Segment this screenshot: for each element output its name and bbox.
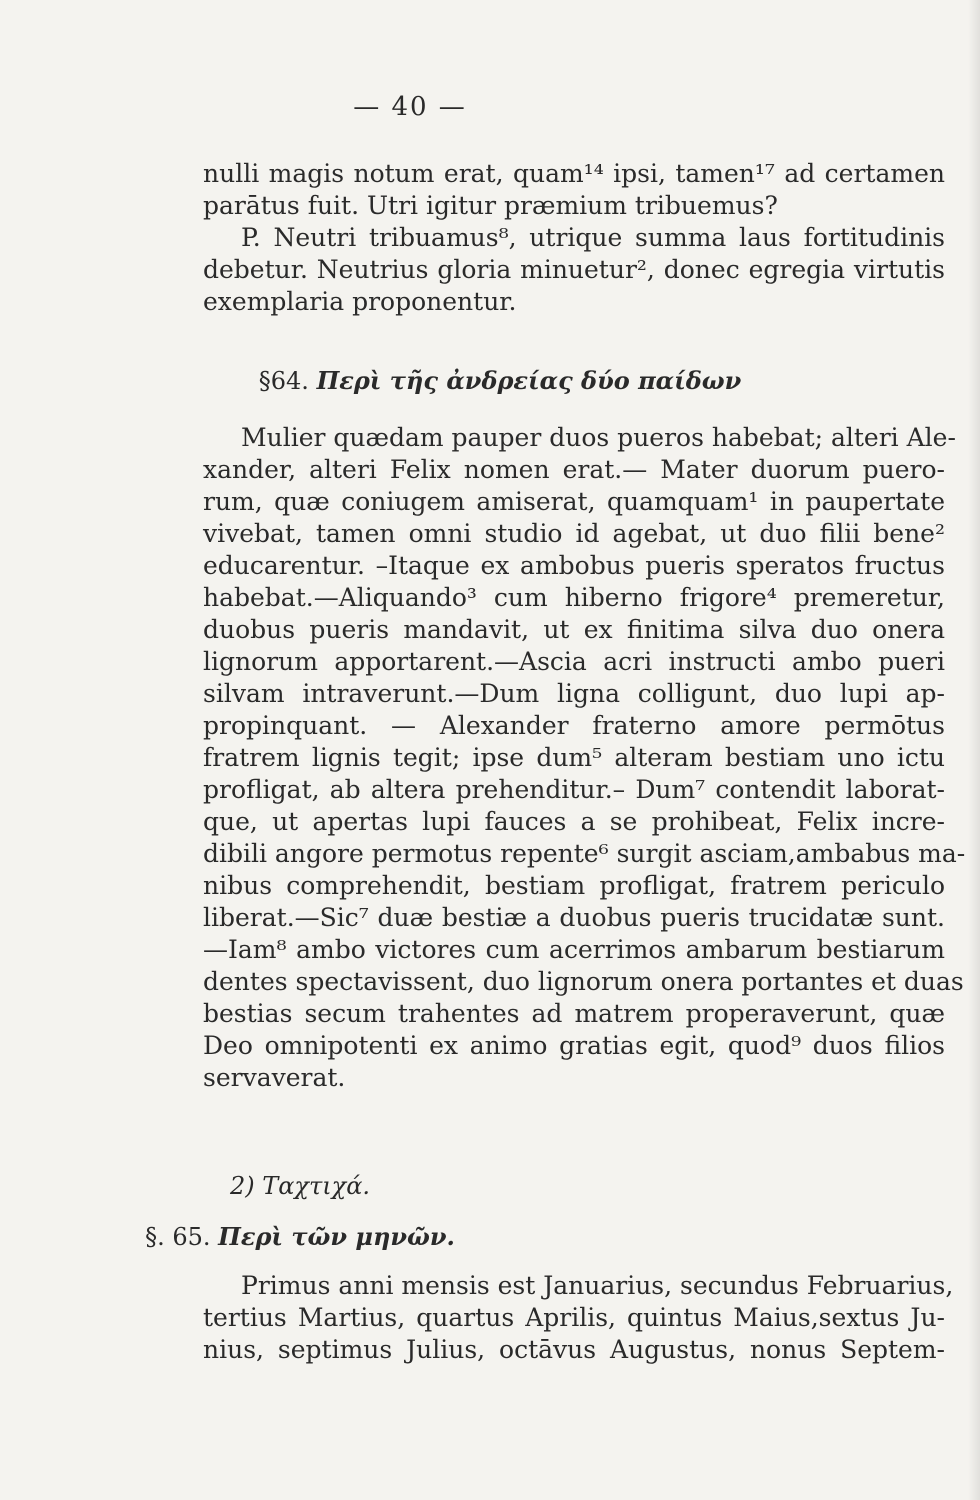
text-line: Primus anni mensis est Januarius, secundus Februarius,	[241, 1271, 954, 1300]
text-line: liberat.—Sic⁷ duæ bestiæ a duobus pueris trucidatæ sunt.	[203, 903, 945, 932]
section-greek-title: Περὶ τῶν μηνῶν.	[218, 1222, 455, 1251]
text-line: Mulier quædam pauper duos pueros habebat; alteri Ale-	[241, 423, 956, 452]
page-number: — 40 —	[353, 92, 467, 122]
section-number: §. 65.	[145, 1223, 211, 1251]
text-line: silvam intraverunt.—Dum ligna colligunt, duo lupi ap-	[203, 679, 945, 708]
text-line: exemplaria proponentur.	[203, 287, 517, 316]
text-line: duobus pueris mandavit, ut ex finitima silva duo onera	[203, 615, 945, 644]
text-line: Deo omnipotenti ex animo gratias egit, quod⁹ duos filios	[203, 1031, 945, 1060]
paragraph-dialogue-end	[203, 158, 945, 318]
paragraph-story	[203, 422, 966, 1094]
paragraph-months	[203, 1270, 954, 1366]
section-number: §64.	[258, 367, 309, 395]
text-line: xander, alteri Felix nomen erat.— Mater duorum puero-	[203, 455, 945, 484]
text-line: tertius Martius, quartus Aprilis, quintus Maius,sextus Ju-	[203, 1303, 945, 1332]
text-line: profligat, ab altera prehenditur.– Dum⁷ contendit laborat-	[203, 775, 945, 804]
subheading-tactica: 2) Ταχτιχά.	[229, 1172, 371, 1200]
section-greek-title: Περὶ τῆς ἀνδρείας δύο παίδων	[316, 366, 742, 395]
text-line: bestias secum trahentes ad matrem properaverunt, quæ	[203, 999, 945, 1028]
page-edge-shadow	[968, 0, 980, 1500]
section-heading-65	[0, 1222, 800, 1251]
text-line: educarentur. –Itaque ex ambobus pueris speratos fructus	[203, 551, 945, 580]
text-line: rum, quæ coniugem amiserat, quamquam¹ in paupertate	[203, 487, 945, 516]
text-line: propinquant. — Alexander fraterno amore permōtus	[203, 711, 945, 740]
text-line: dentes spectavissent, duo lignorum onera portantes et duas	[203, 967, 964, 996]
text-line: nibus comprehendit, bestiam profligat, fratrem periculo	[203, 871, 945, 900]
text-line: P. Neutri tribuamus⁸, utrique summa laus fortitudinis	[241, 223, 945, 252]
text-line: nius, septimus Julius, octāvus Augustus, nonus Septem-	[203, 1335, 945, 1364]
text-line: nulli magis notum erat, quam¹⁴ ipsi, tamen¹⁷ ad certamen	[203, 159, 945, 188]
text-line: habebat.—Aliquando³ cum hiberno frigore⁴ premeretur,	[203, 583, 945, 612]
text-line: —Iam⁸ ambo victores cum acerrimos ambarum bestiarum	[203, 935, 945, 964]
text-line: dibili angore permotus repente⁶ surgit asciam,ambabus ma-	[203, 839, 966, 868]
text-line: servaverat.	[203, 1063, 346, 1092]
section-heading-64	[0, 366, 980, 395]
text-line: fratrem lignis tegit; ipse dum⁵ alteram bestiam uno ictu	[203, 743, 945, 772]
text-line: parātus fuit. Utri igitur præmium tribuemus?	[203, 191, 778, 220]
text-line: vivebat, tamen omni studio id agebat, ut duo filii bene²	[203, 519, 945, 548]
text-line: lignorum apportarent.—Ascia acri instructi ambo pueri	[203, 647, 945, 676]
text-line: que, ut apertas lupi fauces a se prohibeat, Felix incre-	[203, 807, 945, 836]
text-line: debetur. Neutrius gloria minuetur², donec egregia virtutis	[203, 255, 945, 284]
